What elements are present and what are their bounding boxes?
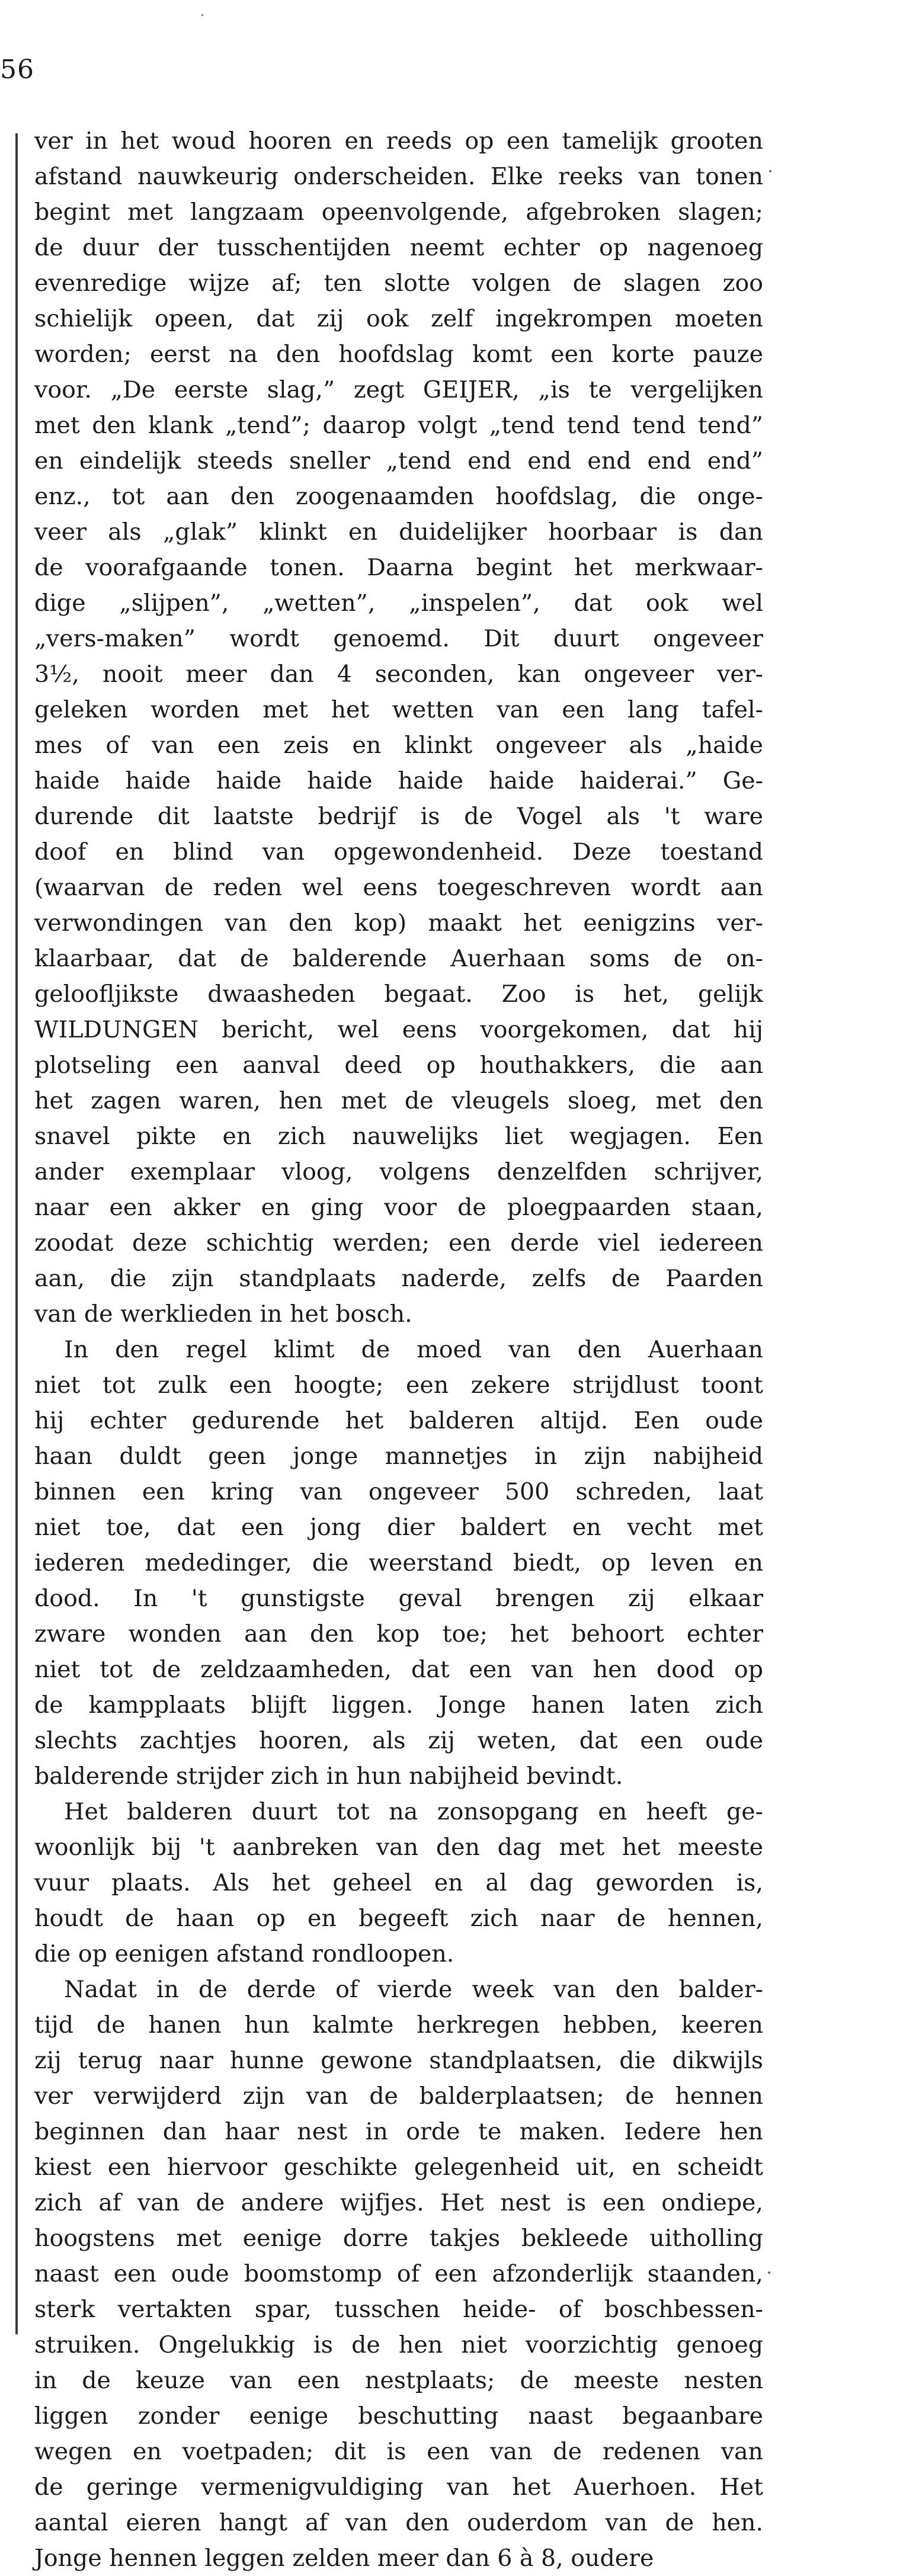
text-line: de duur der tusschentijden neemt echter op nagenoeg [34, 234, 763, 261]
text-line: met den klank „tend”; daarop volgt „tend tend tend tend” [34, 412, 763, 439]
text-line: vuur plaats. Als het geheel en al dag geworden is, [34, 1869, 763, 1896]
paragraph-1 [34, 123, 763, 1332]
text-line: sterk vertakten spar, tusschen heide- of boschbessen- [34, 2296, 763, 2323]
text-line: kiest een hiervoor geschikte gelegenheid uit, en scheidt [34, 2154, 763, 2181]
text-line: WILDUNGEN bericht, wel eens voorgekomen, dat hij [34, 1016, 763, 1043]
text-line: aan, die zijn standplaats naderde, zelfs de Paarden [34, 1265, 763, 1292]
text-line: slechts zachtjes hooren, als zij weten, dat een oude [34, 1727, 763, 1754]
text-line: zware wonden aan den kop toe; het behoort echter [34, 1620, 763, 1648]
text-line: dood. In 't gunstigste geval brengen zij elkaar [34, 1585, 763, 1612]
text-line: zich af van de andere wijfjes. Het nest is een ondiepe, [34, 2189, 763, 2216]
text-line: balderende strijder zich in hun nabijheid bevindt. [34, 1763, 623, 1790]
text-line: hoogstens met eenige dorre takjes bekleede uitholling [34, 2225, 763, 2252]
text-line: de kampplaats blijft liggen. Jonge hanen laten zich [34, 1691, 763, 1719]
text-line: dige „slijpen”, „wetten”, „inspelen”, dat ook wel [34, 589, 763, 617]
text-line: Jonge hennen leggen zelden meer dan 6 à 8, oudere [34, 2545, 654, 2572]
text-line: evenredige wijze af; ten slotte volgen de slagen zoo [34, 270, 763, 297]
text-line: het zagen waren, hen met de vleugels sloeg, met den [34, 1087, 763, 1114]
text-line: de voorafgaande tonen. Daarna begint het merkwaar- [34, 554, 763, 581]
text-line: plotseling een aanval deed op houthakkers, die aan [34, 1052, 763, 1079]
text-line: liggen zonder eenige beschutting naast begaanbare [34, 2402, 763, 2430]
text-line: durende dit laatste bedrijf is de Vogel als 't ware [34, 803, 763, 830]
text-line: voor. „De eerste slag,” zegt GEIJER, „is te vergelijken [34, 376, 763, 403]
text-line: in de keuze van een nestplaats; de meeste nesten [34, 2367, 763, 2394]
text-line: beginnen dan haar nest in orde te maken. Iedere hen [34, 2118, 763, 2145]
margin-rule [15, 133, 18, 2334]
text-line: naar een akker en ging voor de ploegpaarden staan, [34, 1194, 763, 1221]
text-line: niet toe, dat een jong dier baldert en vecht met [34, 1514, 763, 1541]
text-line: niet tot de zeldzaamheden, dat een van hen dood op [34, 1656, 763, 1683]
text-line: geleken worden met het wetten van een lang tafel- [34, 696, 763, 723]
text-line: klaarbaar, dat de balderende Auerhaan soms de on- [34, 945, 763, 972]
text-line: houdt de haan op en begeeft zich naar de hennen, [34, 1905, 763, 1932]
text-line: haan duldt geen jonge mannetjes in zijn nabijheid [34, 1443, 763, 1470]
text-line: doof en blind van opgewondenheid. Deze toestand [34, 838, 763, 866]
text-line: afstand nauwkeurig onderscheiden. Elke reeks van tonen [34, 163, 763, 190]
text-line: worden; eerst na den hoofdslag komt een korte pauze [34, 341, 763, 368]
text-line: en eindelijk steeds sneller „tend end end end end end” [34, 447, 763, 475]
text-line: Nadat in de derde of vierde week van den balder- [64, 1976, 763, 2003]
dust-speck [201, 14, 203, 16]
text-line: (waarvan de reden wel eens toegeschreven wordt aan [34, 874, 763, 901]
text-line: tijd de hanen hun kalmte herkregen hebben, keeren [34, 2011, 763, 2039]
text-line: 3½, nooit meer dan 4 seconden, kan ongeveer ver- [34, 661, 763, 688]
text-line: schielijk opeen, dat zij ook zelf ingekrompen moeten [34, 305, 763, 332]
text-line: Het balderen duurt tot na zonsopgang en heeft ge- [64, 1798, 763, 1825]
text-line: struiken. Ongelukkig is de hen niet voorzichtig genoeg [34, 2331, 763, 2359]
text-line: aantal eieren hangt af van den ouderdom van de hen. [34, 2509, 763, 2536]
text-line: geloofljikste dwaasheden begaat. Zoo is het, gelijk [34, 981, 763, 1008]
paragraph-2 [34, 1332, 763, 1794]
text-line: ander exemplaar vloog, volgens denzelfden schrijver, [34, 1158, 763, 1186]
text-line: naast een oude boomstomp of een afzonderlijk staanden, [34, 2260, 763, 2287]
text-line: ver verwijderd zijn van de balderplaatsen; de hennen [34, 2082, 763, 2110]
text-line: woonlijk bij 't aanbreken van den dag met het meeste [34, 1834, 763, 1861]
paragraph-3 [34, 1794, 763, 1972]
text-line: iederen mededinger, die weerstand biedt, op leven en [34, 1549, 763, 1577]
dust-speck [769, 170, 771, 172]
text-line: mes of van een zeis en klinkt ongeveer als „haide [34, 732, 763, 759]
text-line: enz., tot aan den zoogenaamden hoofdslag, die onge- [34, 483, 763, 510]
text-line: veer als „glak” klinkt en duidelijker hoorbaar is dan [34, 518, 763, 546]
text-line: zoodat deze schichtig werden; een derde viel iedereen [34, 1229, 763, 1257]
text-line: haide haide haide haide haide haide haiderai.” Ge- [34, 767, 763, 794]
text-line: wegen en voetpaden; dit is een van de redenen van [34, 2438, 763, 2465]
text-line: binnen een kring van ongeveer 500 schreden, laat [34, 1478, 763, 1505]
text-column [34, 123, 763, 2576]
paragraph-4 [34, 1972, 763, 2576]
text-line: snavel pikte en zich nauwelijks liet wegjagen. Een [34, 1123, 763, 1150]
text-line: begint met langzaam opeenvolgende, afgebroken slagen; [34, 198, 763, 226]
text-line: zij terug naar hunne gewone standplaatsen, die dikwijls [34, 2047, 763, 2074]
page-number: 56 [0, 55, 34, 85]
text-line: die op eenigen afstand rondloopen. [34, 1940, 454, 1968]
dust-speck [768, 2271, 770, 2274]
text-line: verwondingen van den kop) maakt het eenigzins ver- [34, 909, 763, 937]
text-line: niet tot zulk een hoogte; een zekere strijdlust toont [34, 1372, 763, 1399]
text-line: ver in het woud hooren en reeds op een tamelijk grooten [34, 127, 763, 155]
text-line: „vers-maken” wordt genoemd. Dit duurt ongeveer [34, 625, 763, 652]
text-line: In den regel klimt de moed van den Auerhaan [64, 1336, 763, 1363]
text-line: hij echter gedurende het balderen altijd. Een oude [34, 1407, 763, 1434]
text-line: van de werklieden in het bosch. [34, 1300, 412, 1328]
text-line: de geringe vermenigvuldiging van het Auerhoen. Het [34, 2474, 763, 2501]
